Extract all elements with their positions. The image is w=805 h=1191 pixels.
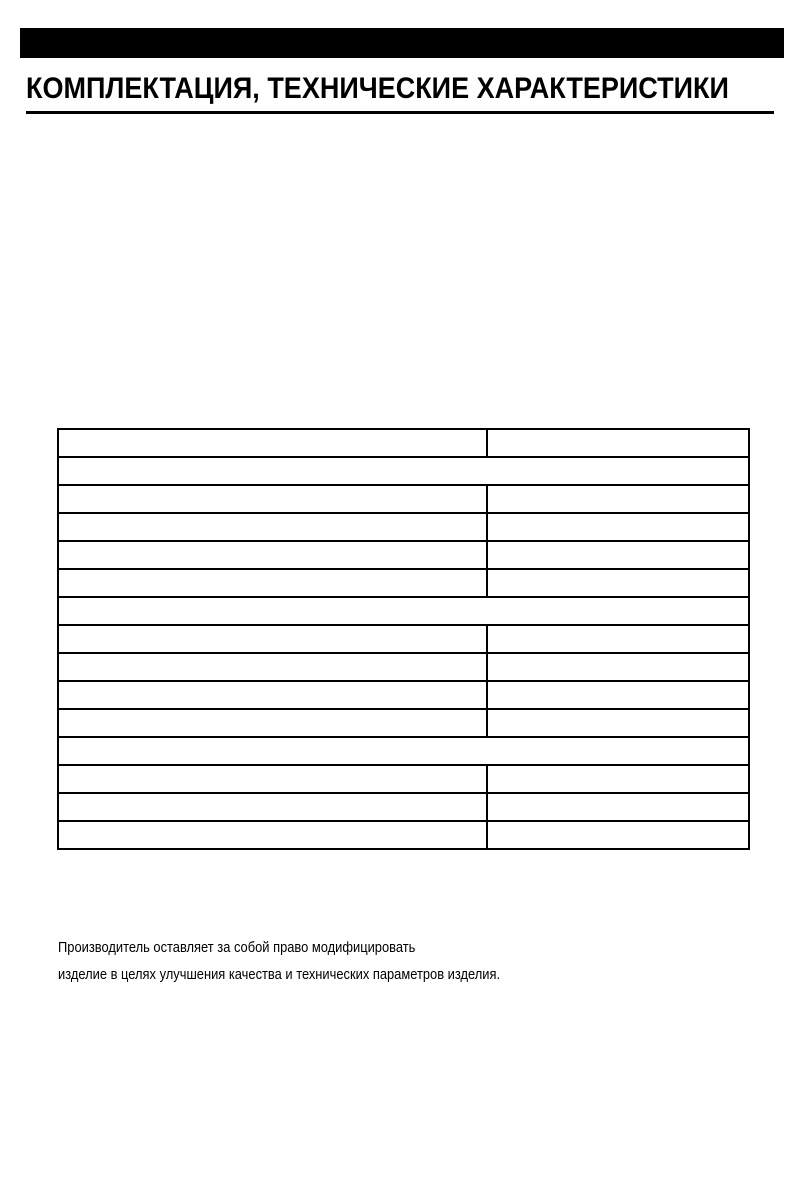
spec-value-cell [487, 653, 749, 681]
spec-label-cell [58, 485, 487, 513]
header-bar [20, 28, 784, 58]
spec-value-cell [487, 821, 749, 849]
spec-label-cell [58, 653, 487, 681]
spec-section-cell [58, 457, 749, 485]
table-row [58, 793, 749, 821]
table-row [58, 821, 749, 849]
disclaimer-line: изделие в целях улучшения качества и технических параметров изделия. [58, 966, 501, 983]
table-row [58, 541, 749, 569]
spec-label-cell [58, 625, 487, 653]
spec-label-cell [58, 541, 487, 569]
spec-section-cell [58, 737, 749, 765]
table-row [58, 569, 749, 597]
table-section-row [58, 457, 749, 485]
table-row [58, 513, 749, 541]
table-row [58, 765, 749, 793]
spec-label-cell [58, 765, 487, 793]
spec-table [57, 428, 750, 850]
spec-label-cell [58, 569, 487, 597]
table-row [58, 681, 749, 709]
spec-value-cell [487, 765, 749, 793]
spec-value-cell [487, 541, 749, 569]
spec-value-cell [487, 429, 749, 457]
spec-value-cell [487, 513, 749, 541]
spec-label-cell [58, 681, 487, 709]
table-row [58, 485, 749, 513]
spec-value-cell [487, 793, 749, 821]
spec-value-cell [487, 485, 749, 513]
spec-label-cell [58, 821, 487, 849]
spec-value-cell [487, 569, 749, 597]
spec-label-cell [58, 709, 487, 737]
table-section-row [58, 737, 749, 765]
spec-label-cell [58, 513, 487, 541]
table-row [58, 429, 749, 457]
table-row [58, 709, 749, 737]
spec-value-cell [487, 681, 749, 709]
spec-section-cell [58, 597, 749, 625]
table-section-row [58, 597, 749, 625]
spec-label-cell [58, 429, 487, 457]
page-title: КОМПЛЕКТАЦИЯ, ТЕХНИЧЕСКИЕ ХАРАКТЕРИСТИКИ [26, 72, 729, 105]
disclaimer-line: Производитель оставляет за собой право модифицировать [58, 939, 416, 956]
title-underline [26, 111, 774, 114]
spec-value-cell [487, 625, 749, 653]
spec-value-cell [487, 709, 749, 737]
spec-label-cell [58, 793, 487, 821]
table-row [58, 653, 749, 681]
table-row [58, 625, 749, 653]
disclaimer-note [58, 934, 660, 988]
